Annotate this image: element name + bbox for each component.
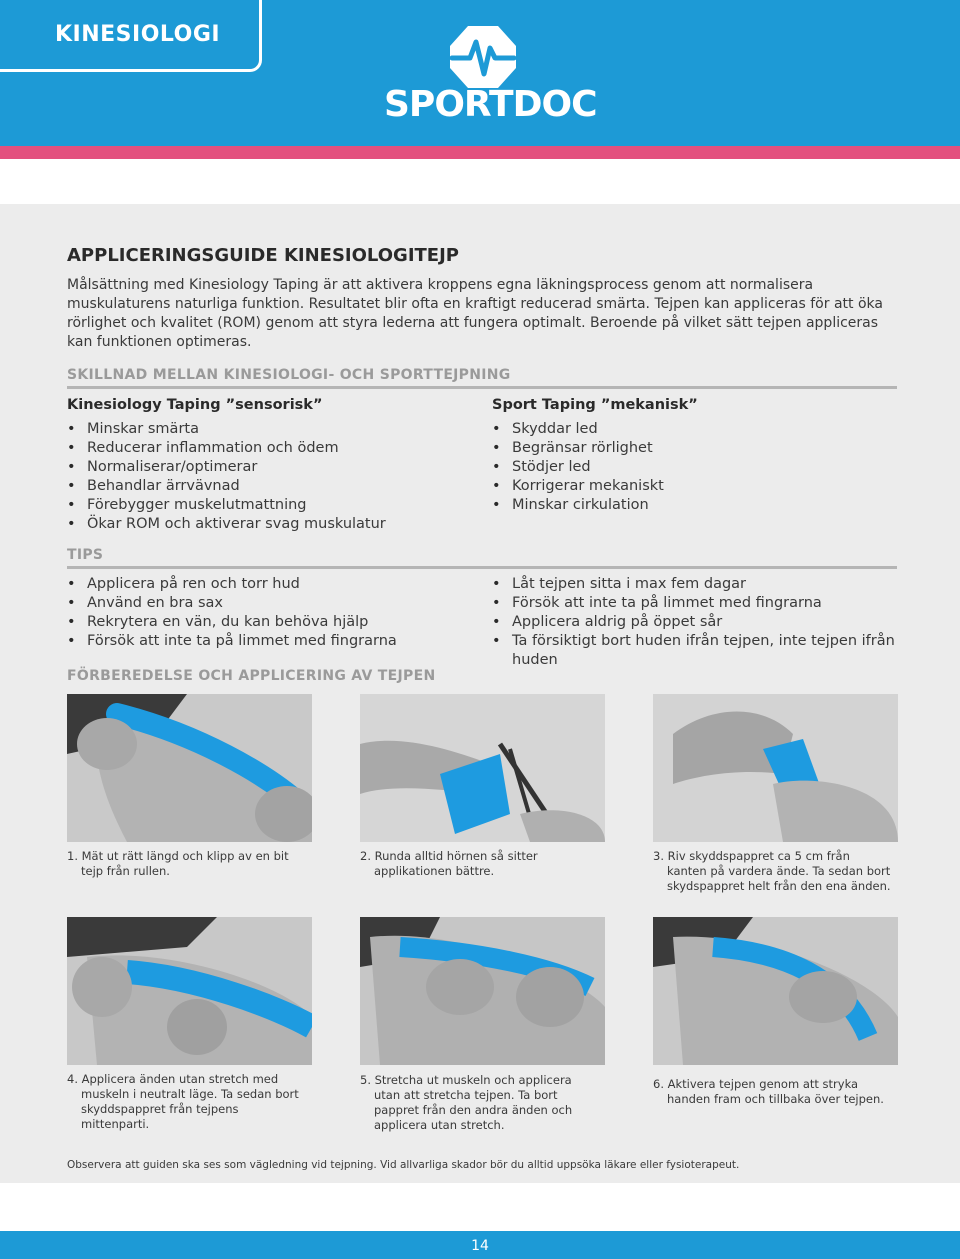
list-item: • Låt tejpen sitta i max fem dagar	[492, 575, 897, 594]
step-2-caption: 2. Runda alltid hörnen så sitter applikationen bättre.	[360, 849, 538, 878]
tips-heading: TIPS	[67, 547, 897, 569]
prep-heading: FÖRBEREDELSE OCH APPLICERING AV TEJPEN	[67, 668, 436, 684]
stretch-apply-illustration	[360, 917, 605, 1065]
step-6-photo	[653, 917, 898, 1065]
difference-heading: SKILLNAD MELLAN KINESIOLOGI- OCH SPORTTEJPNING	[67, 367, 897, 389]
list-item: • Normaliserar/optimerar	[67, 458, 467, 477]
header-band	[0, 0, 960, 146]
pink-accent-bar	[0, 146, 960, 159]
list-item: • Försök att inte ta på limmet med fingrarna	[492, 594, 897, 613]
header-spacer	[0, 159, 960, 204]
list-item: • Applicera aldrig på öppet sår	[492, 613, 897, 632]
footer-spacer	[0, 1183, 960, 1231]
list-item: • Försök att inte ta på limmet med fingrarna	[67, 632, 467, 651]
thigh-tape-illustration	[67, 694, 312, 842]
list-item: • Ta försiktigt bort huden ifrån tejpen, inte tejpen ifrån huden	[492, 632, 897, 670]
peel-backing-illustration	[653, 694, 898, 842]
list-item: • Stödjer led	[492, 458, 892, 477]
step-4-caption: 4. Applicera änden utan stretch med muskeln i neutralt läge. Ta sedan bort skyddspappret från tejpens mittenparti.	[67, 1072, 299, 1131]
section-tab	[0, 0, 262, 72]
list-item: • Ökar ROM och aktiverar svag muskulatur	[67, 515, 467, 534]
list-item: • Rekrytera en vän, du kan behöva hjälp	[67, 613, 467, 632]
list-item: • Minskar cirkulation	[492, 496, 892, 515]
tips-right-list	[492, 575, 897, 670]
intro-paragraph: Målsättning med Kinesiology Taping är att aktivera kroppens egna läkningsprocess genom att normalisera muskulaturens naturliga funktion. Resultatet blir ofta en kraftigt reducerad smärta. Tejpen kan appliceras för att öka rörlighet och kvalitet (ROM) genom att styra lederna att fungera optimalt. Beroende på vilket sätt tejpen appliceras kan funktionen optimeras.	[67, 277, 883, 350]
list-item: • Applicera på ren och torr hud	[67, 575, 467, 594]
list-item: • Begränsar rörlighet	[492, 439, 892, 458]
step-5-photo	[360, 917, 605, 1065]
step-2-photo	[360, 694, 605, 842]
step-3-photo	[653, 694, 898, 842]
step-4-photo	[67, 917, 312, 1065]
activate-tape-illustration	[653, 917, 898, 1065]
sport-list	[492, 420, 892, 515]
kinesiology-list	[67, 420, 467, 534]
section-tab-label: KINESIOLOGI	[55, 22, 221, 47]
logo-wordmark: SPORTDOC	[384, 84, 597, 125]
sport-column-title: Sport Taping ”mekanisk”	[492, 397, 698, 413]
step-1-caption: 1. Mät ut rätt längd och klipp av en bit tejp från rullen.	[67, 849, 289, 878]
list-item: • Använd en bra sax	[67, 594, 467, 613]
page-title: APPLICERINGSGUIDE KINESIOLOGITEJP	[67, 245, 459, 266]
kinesiology-column-title: Kinesiology Taping ”sensorisk”	[67, 397, 323, 413]
list-item: • Korrigerar mekaniskt	[492, 477, 892, 496]
page-number: 14	[471, 1238, 489, 1254]
step-5-caption: 5. Stretcha ut muskeln och applicera utan att stretcha tejpen. Ta bort pappret från den andra änden och applicera utan stretch.	[360, 1073, 573, 1132]
sportdoc-logo-icon	[448, 24, 518, 90]
disclaimer-note: Observera att guiden ska ses som vägledning vid tejpning. Vid allvarliga skador bör du alltid uppsöka läkare eller fysioterapeut.	[67, 1159, 740, 1171]
tips-left-list	[67, 575, 467, 651]
apply-end-illustration	[67, 917, 312, 1065]
list-item: • Reducerar inflammation och ödem	[67, 439, 467, 458]
step-6-caption: 6. Aktivera tejpen genom att stryka handen fram och tillbaka över tejpen.	[653, 1077, 884, 1106]
list-item: • Minskar smärta	[67, 420, 467, 439]
list-item: • Förebygger muskelutmattning	[67, 496, 467, 515]
step-1-photo	[67, 694, 312, 842]
scissors-cut-illustration	[360, 694, 605, 842]
list-item: • Behandlar ärrvävnad	[67, 477, 467, 496]
step-3-caption: 3. Riv skyddspappret ca 5 cm från kanten på vardera ände. Ta sedan bort skydspappret helt från den ena änden.	[653, 849, 891, 893]
list-item: • Skyddar led	[492, 420, 892, 439]
